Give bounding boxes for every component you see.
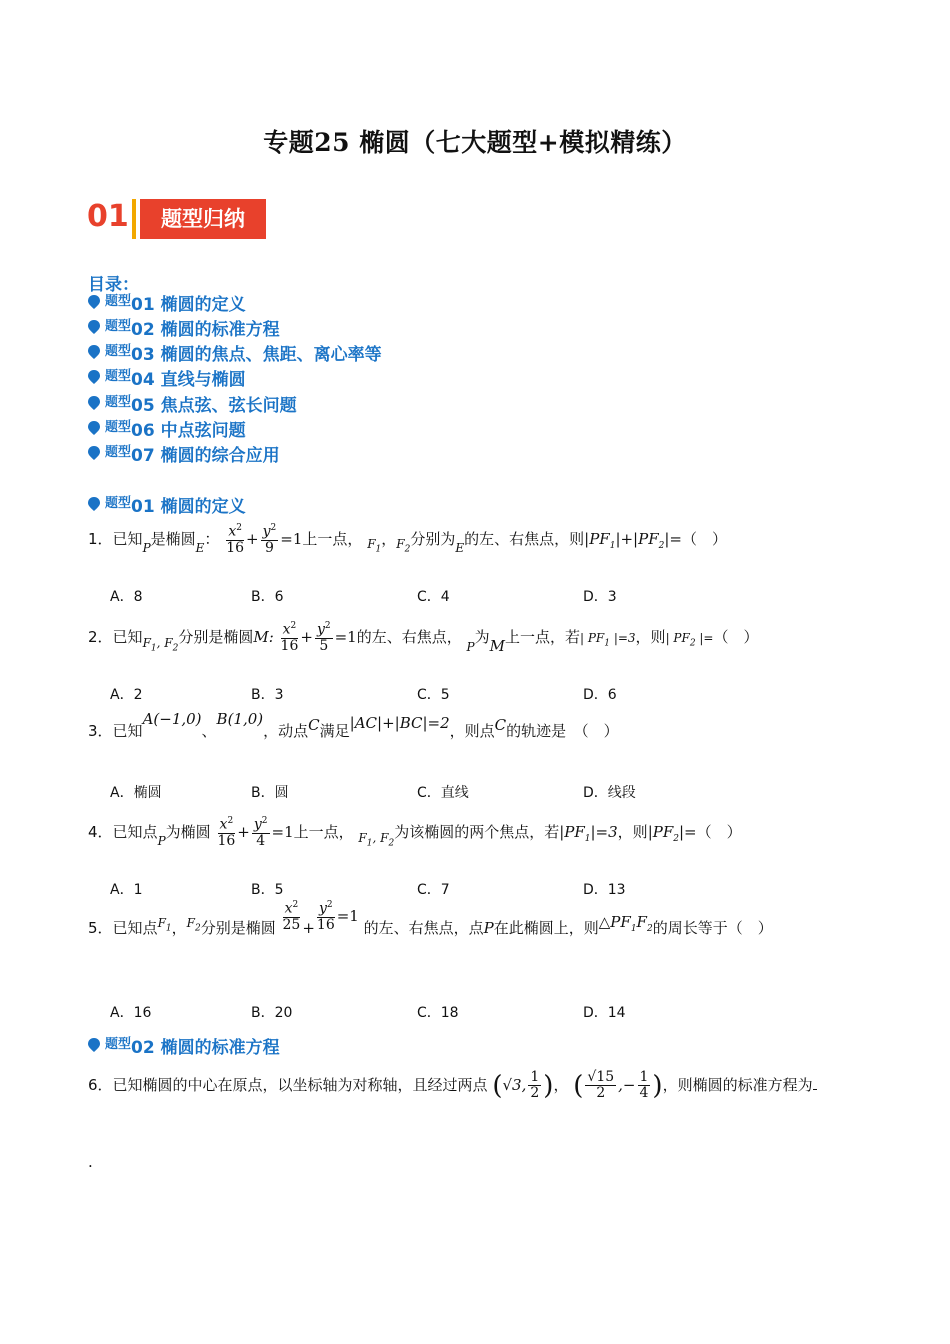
question-6-answer-end: . bbox=[88, 1153, 93, 1171]
toc-item-label: 06 中点弦问题 bbox=[131, 421, 246, 441]
toc-item-label: 03 椭圆的焦点、焦距、离心率等 bbox=[131, 345, 382, 365]
option-c[interactable]: C．4 bbox=[417, 589, 450, 605]
toc-item[interactable] bbox=[86, 315, 280, 340]
toc-tag: 题型 bbox=[105, 369, 132, 384]
pin-icon bbox=[86, 496, 102, 512]
section-divider bbox=[132, 199, 136, 239]
toc-tag: 题型 bbox=[105, 395, 132, 410]
toc-item[interactable] bbox=[86, 340, 382, 365]
toc-tag: 题型 bbox=[105, 445, 132, 460]
toc-item[interactable] bbox=[86, 391, 297, 416]
toc-tag: 题型 bbox=[105, 344, 132, 359]
option-a[interactable]: A．1 bbox=[110, 882, 143, 898]
section-heading-standard-equation bbox=[86, 1033, 280, 1058]
option-d[interactable]: D．13 bbox=[583, 882, 626, 898]
toc-item[interactable] bbox=[86, 441, 280, 466]
pin-icon bbox=[86, 369, 102, 385]
option-c[interactable]: C．5 bbox=[417, 687, 450, 703]
heading-label: 01 椭圆的定义 bbox=[131, 497, 246, 517]
section-number: 01 bbox=[87, 199, 129, 234]
heading-tag: 题型 bbox=[105, 496, 132, 511]
option-a[interactable]: A．8 bbox=[110, 589, 143, 605]
pin-icon bbox=[86, 294, 102, 310]
toc-item[interactable] bbox=[86, 365, 246, 390]
pin-icon bbox=[86, 445, 102, 461]
pin-icon bbox=[86, 344, 102, 360]
option-c[interactable]: C．7 bbox=[417, 882, 450, 898]
option-c[interactable]: C．18 bbox=[417, 1005, 459, 1021]
section-badge: 题型归纳 bbox=[140, 199, 266, 239]
toc-item[interactable] bbox=[86, 416, 246, 441]
option-b[interactable]: B．5 bbox=[251, 882, 284, 898]
pin-icon bbox=[86, 1037, 102, 1053]
question-4: 4．已知点$_P$为椭圆 $\frac{x^2}{16}$ + $\frac{y^2}{4}$ =1上一点， $_{F_1, F_2}$为该椭圆的两个焦点，若$|PF_1|=3$，则$|PF_2|=$（ ） bbox=[88, 816, 742, 850]
option-d[interactable]: D．14 bbox=[583, 1005, 626, 1021]
toc-tag: 题型 bbox=[105, 319, 132, 334]
option-a[interactable]: A．16 bbox=[110, 1005, 152, 1021]
section-heading-definition bbox=[86, 492, 246, 517]
option-d[interactable]: D．6 bbox=[583, 687, 617, 703]
toc-item-label: 01 椭圆的定义 bbox=[131, 295, 246, 315]
question-5: 5．已知点$^{F_1}$，$^{F_2}$分别是椭圆 $\frac{x^2}{25}$ + $\frac{y^2}{16}$ =1 的左、右焦点，点P在此椭圆上，则$\triangle PF_1F_2$的周长等于（ ） bbox=[88, 900, 773, 938]
toc-item-label: 07 椭圆的综合应用 bbox=[131, 446, 280, 466]
toc-item-label: 04 直线与椭圆 bbox=[131, 370, 246, 390]
toc-item[interactable] bbox=[86, 290, 246, 315]
question-2: 2．已知$_{F_1, F_2}$分别是椭圆M: $\frac{x^2}{16}$ + $\frac{y^2}{5}$ =1的左、右焦点， $_P$为M上一点，若| $PF_1$ |=3，则| $PF_2$ |=（ ） bbox=[88, 621, 759, 656]
pin-icon bbox=[86, 395, 102, 411]
question-3: 3．已知A(−1,0)、B(1,0)，动点C满足|AC|+|BC|=2，则点C的轨迹是 （ ） bbox=[88, 710, 619, 740]
pin-icon bbox=[86, 420, 102, 436]
toc-heading: 目录： bbox=[88, 275, 139, 295]
toc-tag: 题型 bbox=[105, 420, 132, 435]
heading-tag: 题型 bbox=[105, 1037, 132, 1052]
option-a[interactable]: A．2 bbox=[110, 687, 143, 703]
option-b[interactable]: B．圆 bbox=[251, 785, 289, 801]
question-6: 6．已知椭圆的中心在原点，以坐标轴为对称轴，且经过两点 (√3, $\frac{1}{2}$ )， ( $\frac{√15}{2}$ ,− $\frac{1}{4}$ )，则椭圆的标准方程为 bbox=[88, 1070, 817, 1102]
option-c[interactable]: C．直线 bbox=[417, 785, 469, 801]
pin-icon bbox=[86, 319, 102, 335]
option-d[interactable]: D．线段 bbox=[583, 785, 636, 801]
heading-label: 02 椭圆的标准方程 bbox=[131, 1038, 280, 1058]
question-1: 1．已知$_P$是椭圆$_E$： $\frac{x^2}{16}$ + $\frac{y^2}{9}$ =1上一点， $_{F_1}$，$_{F_2}$分别为$_E$的左、右焦点，则$|PF_1|+|PF_2|=$（ ） bbox=[88, 523, 727, 557]
option-b[interactable]: B．20 bbox=[251, 1005, 293, 1021]
toc-tag: 题型 bbox=[105, 294, 132, 309]
option-b[interactable]: B．6 bbox=[251, 589, 284, 605]
page-title: 专题25 椭圆（七大题型+模拟精练） bbox=[263, 128, 687, 157]
toc-item-label: 02 椭圆的标准方程 bbox=[131, 320, 280, 340]
toc-item-label: 05 焦点弦、弦长问题 bbox=[131, 396, 297, 416]
option-b[interactable]: B．3 bbox=[251, 687, 284, 703]
option-d[interactable]: D．3 bbox=[583, 589, 617, 605]
option-a[interactable]: A．椭圆 bbox=[110, 785, 162, 801]
